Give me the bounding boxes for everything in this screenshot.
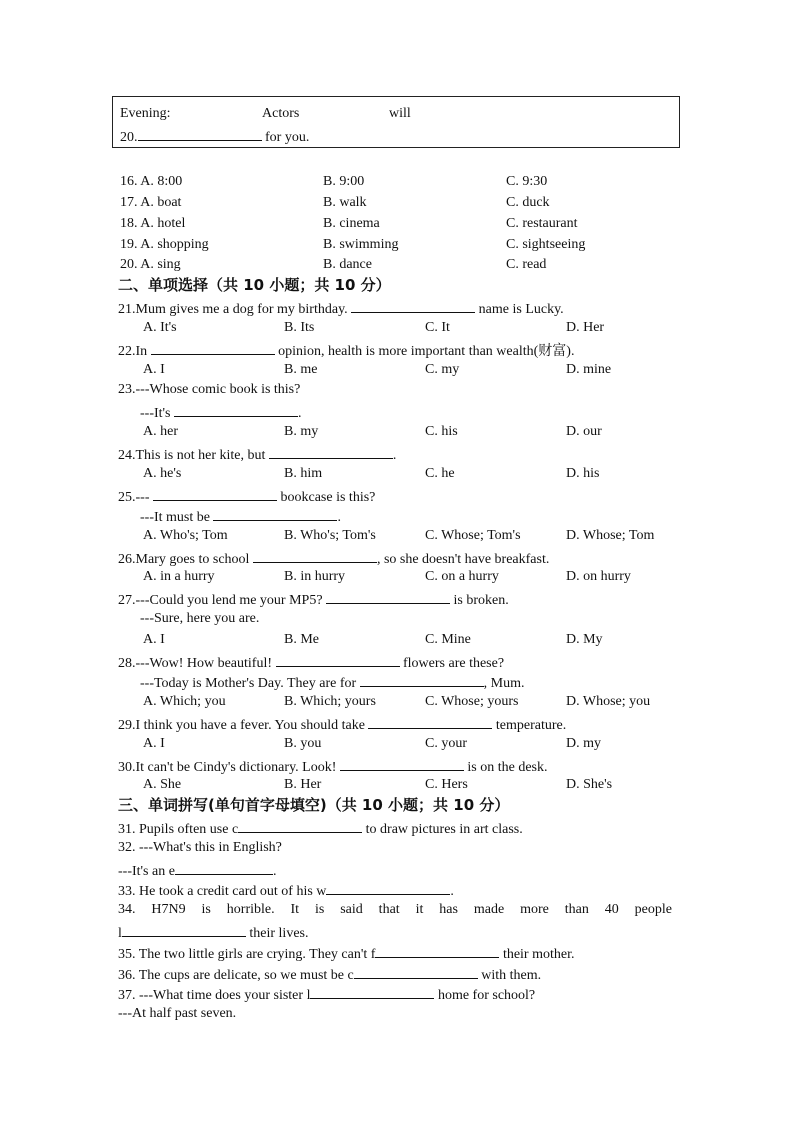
answer-blank[interactable] (354, 964, 478, 979)
q22-option-c[interactable]: C. my (425, 362, 460, 377)
q29-stem: 29.I think you have a fever. You should take temperature. (118, 714, 566, 735)
q37-stem: 37. ---What time does your sister l home for school? (118, 984, 535, 1005)
q21-option-c[interactable]: C. It (425, 320, 450, 335)
q23-option-b[interactable]: B. my (284, 424, 319, 439)
q25-stem: 25.--- bookcase is this? (118, 486, 375, 507)
q22-stem: 22.In opinion, health is more important than wealth(财富). (118, 340, 574, 361)
q28-option-c[interactable]: C. Whose; yours (425, 694, 519, 709)
q26-option-b[interactable]: B. in hurry (284, 569, 346, 584)
answer-blank[interactable] (326, 880, 450, 895)
q23-option-a[interactable]: A. her (143, 424, 178, 439)
q28-option-d[interactable]: D. Whose; you (566, 694, 651, 709)
answer-blank[interactable] (269, 444, 393, 459)
answer-blank[interactable] (276, 652, 400, 667)
section-2-heading: 二、单项选择（共 10 小题；共 10 分） (118, 276, 391, 294)
q23-option-c[interactable]: C. his (425, 424, 458, 439)
q17-b: B. walk (323, 195, 367, 210)
answer-blank[interactable] (368, 714, 492, 729)
answer-blank[interactable] (326, 589, 450, 604)
q24-stem: 24.This is not her kite, but . (118, 444, 396, 465)
q24-option-d[interactable]: D. his (566, 466, 600, 481)
q27-response: ---Sure, here you are. (140, 611, 260, 626)
q23-stem: 23.---Whose comic book is this? (118, 382, 301, 397)
q27-option-a[interactable]: A. I (143, 632, 165, 647)
q30-option-b[interactable]: B. Her (284, 777, 322, 792)
answer-blank[interactable] (151, 340, 275, 355)
q26-option-c[interactable]: C. on a hurry (425, 569, 499, 584)
answer-blank[interactable] (138, 126, 262, 141)
q16-a: 16. A. 8:00 (120, 174, 183, 189)
box-q20-number: 20. (120, 130, 138, 145)
q29-option-c[interactable]: C. your (425, 736, 467, 751)
q21-stem: 21.Mum gives me a dog for my birthday. name is Lucky. (118, 298, 564, 319)
q29-option-a[interactable]: A. I (143, 736, 165, 751)
q21-option-a[interactable]: A. It's (143, 320, 177, 335)
note-box (112, 96, 680, 148)
q22-option-a[interactable]: A. I (143, 362, 165, 377)
q32-response: ---It's an e . (118, 860, 276, 881)
q28-option-a[interactable]: A. Which; you (143, 694, 226, 709)
q16-c: C. 9:30 (506, 174, 548, 189)
answer-blank[interactable] (175, 860, 273, 875)
q20-b: B. dance (323, 257, 372, 272)
q22-option-d[interactable]: D. mine (566, 362, 612, 377)
q18-b: B. cinema (323, 216, 380, 231)
q26-option-d[interactable]: D. on hurry (566, 569, 631, 584)
q24-option-b[interactable]: B. him (284, 466, 323, 481)
q29-option-b[interactable]: B. you (284, 736, 322, 751)
answer-blank[interactable] (238, 818, 362, 833)
box-q20-line (120, 126, 309, 147)
q23-response: ---It's . (140, 402, 302, 423)
q17-a: 17. A. boat (120, 195, 182, 210)
box-actors: Actors (262, 106, 300, 121)
q31-stem: 31. Pupils often use c to draw pictures in art class. (118, 818, 523, 839)
answer-blank[interactable] (213, 506, 337, 521)
q18-a: 18. A. hotel (120, 216, 186, 231)
q19-b: B. swimming (323, 237, 399, 252)
q19-a: 19. A. shopping (120, 237, 209, 252)
q34-continuation: l their lives. (118, 922, 309, 943)
q35-stem: 35. The two little girls are crying. They can't f their mother. (118, 943, 574, 964)
q23-option-d[interactable]: D. our (566, 424, 602, 439)
q28-response: ---Today is Mother's Day. They are for , Mum. (140, 672, 524, 693)
answer-blank[interactable] (122, 922, 246, 937)
q25-option-d[interactable]: D. Whose; Tom (566, 528, 655, 543)
q32-stem: 32. ---What's this in English? (118, 840, 282, 855)
box-will: will (389, 106, 411, 121)
answer-blank[interactable] (340, 756, 464, 771)
box-for-you: for you. (265, 130, 310, 145)
q27-stem: 27.---Could you lend me your MP5? is broken. (118, 589, 509, 610)
q27-option-b[interactable]: B. Me (284, 632, 319, 647)
q24-option-a[interactable]: A. he's (143, 466, 182, 481)
q24-option-c[interactable]: C. he (425, 466, 455, 481)
q22-option-b[interactable]: B. me (284, 362, 318, 377)
q30-option-d[interactable]: D. She's (566, 777, 613, 792)
answer-blank[interactable] (174, 402, 298, 417)
q21-option-b[interactable]: B. Its (284, 320, 315, 335)
box-evening: Evening: (120, 106, 171, 121)
q27-option-d[interactable]: D. My (566, 632, 603, 647)
q30-option-a[interactable]: A. She (143, 777, 182, 792)
q27-option-c[interactable]: C. Mine (425, 632, 471, 647)
q25-option-b[interactable]: B. Who's; Tom's (284, 528, 376, 543)
q30-option-c[interactable]: C. Hers (425, 777, 468, 792)
q26-option-a[interactable]: A. in a hurry (143, 569, 215, 584)
section-3-heading: 三、单词拼写(单句首字母填空)（共 10 小题；共 10 分） (118, 796, 510, 814)
q37-response: ---At half past seven. (118, 1006, 237, 1021)
answer-blank[interactable] (153, 486, 277, 501)
q17-c: C. duck (506, 195, 550, 210)
answer-blank[interactable] (253, 548, 377, 563)
q20-a: 20. A. sing (120, 257, 181, 272)
q25-option-a[interactable]: A. Who's; Tom (143, 528, 228, 543)
q34-stem: 34. H7N9 is horrible. It is said that it has made more than 40 people (118, 902, 672, 917)
q21-option-d[interactable]: D. Her (566, 320, 605, 335)
q19-c: C. sightseeing (506, 237, 586, 252)
q33-stem: 33. He took a credit card out of his w . (118, 880, 454, 901)
q20-c: C. read (506, 257, 547, 272)
q28-option-b[interactable]: B. Which; yours (284, 694, 376, 709)
q18-c: C. restaurant (506, 216, 578, 231)
answer-blank[interactable] (360, 672, 484, 687)
answer-blank[interactable] (310, 984, 434, 999)
q29-option-d[interactable]: D. my (566, 736, 601, 751)
q16-b: B. 9:00 (323, 174, 365, 189)
q26-stem: 26.Mary goes to school , so she doesn't have breakfast. (118, 548, 549, 569)
answer-blank[interactable] (351, 298, 475, 313)
q25-option-c[interactable]: C. Whose; Tom's (425, 528, 521, 543)
q36-stem: 36. The cups are delicate, so we must be c with them. (118, 964, 541, 985)
answer-blank[interactable] (375, 943, 499, 958)
q30-stem: 30.It can't be Cindy's dictionary. Look! is on the desk. (118, 756, 547, 777)
q28-stem: 28.---Wow! How beautiful! flowers are these? (118, 652, 504, 673)
q25-response: ---It must be . (140, 506, 341, 527)
